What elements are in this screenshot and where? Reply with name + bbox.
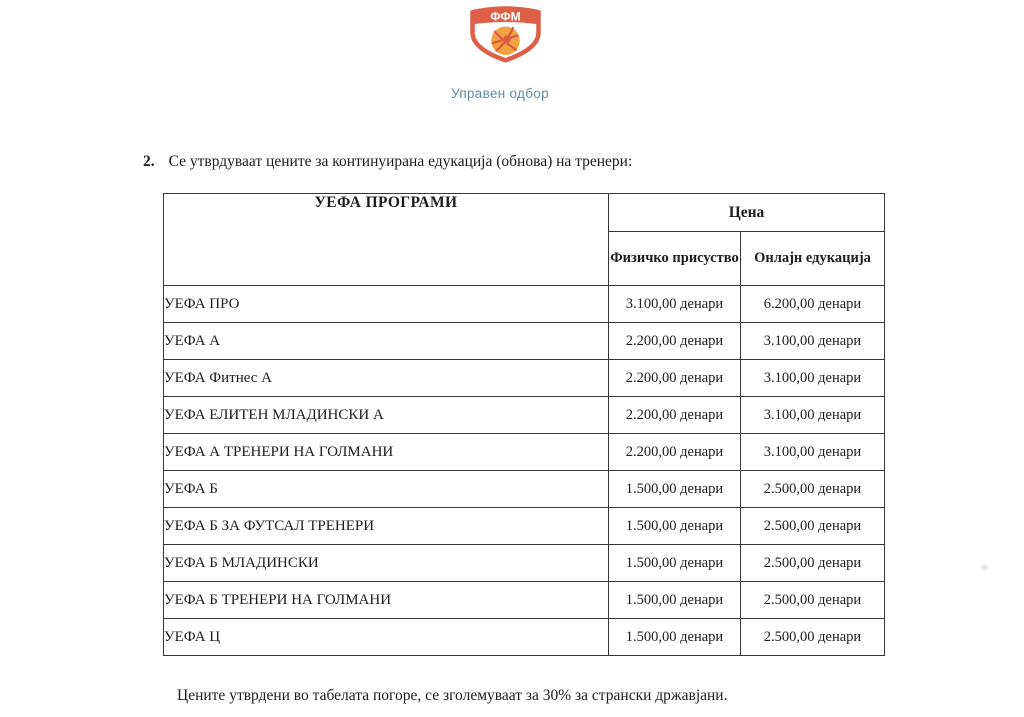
crest-ball-center (503, 36, 511, 44)
physical-presence-header: Физичко присуство (609, 232, 741, 286)
programs-column-header: УЕФА ПРОГРАМИ (164, 194, 609, 286)
table-header-row-1 (164, 194, 885, 232)
program-cell: УЕФА Б МЛАДИНСКИ (164, 545, 609, 582)
physical-price-cell: 2.200,00 денари (609, 360, 741, 397)
table-row (164, 360, 885, 397)
table-row (164, 323, 885, 360)
table-row (164, 434, 885, 471)
online-price-cell: 2.500,00 денари (741, 545, 885, 582)
federation-crest-icon (468, 5, 543, 63)
physical-price-cell: 2.200,00 денари (609, 434, 741, 471)
program-cell: УЕФА А ТРЕНЕРИ НА ГОЛМАНИ (164, 434, 609, 471)
table-row (164, 471, 885, 508)
physical-price-cell: 1.500,00 денари (609, 508, 741, 545)
physical-price-cell: 3.100,00 денари (609, 286, 741, 323)
online-price-cell: 3.100,00 денари (741, 360, 885, 397)
price-column-header: Цена (609, 194, 885, 232)
table-row (164, 508, 885, 545)
table-row (164, 286, 885, 323)
footer-note: Цените утврдени во табелата погоре, се зголемуваат за 30% за странски државјани. (177, 687, 728, 704)
physical-price-cell: 1.500,00 денари (609, 582, 741, 619)
online-price-cell: 6.200,00 денари (741, 286, 885, 323)
online-price-cell: 3.100,00 денари (741, 323, 885, 360)
table-row (164, 545, 885, 582)
item-number: 2. (143, 153, 155, 170)
online-price-cell: 3.100,00 денари (741, 434, 885, 471)
board-label: Управен одбор (451, 86, 549, 101)
online-price-cell: 2.500,00 денари (741, 619, 885, 656)
intro-line (143, 152, 883, 171)
physical-price-cell: 1.500,00 денари (609, 545, 741, 582)
program-cell: УЕФА Фитнес А (164, 360, 609, 397)
scan-artifact (981, 565, 988, 570)
program-cell: УЕФА А (164, 323, 609, 360)
physical-price-cell: 2.200,00 денари (609, 323, 741, 360)
online-price-cell: 2.500,00 денари (741, 471, 885, 508)
online-education-header: Онлајн едукација (741, 232, 885, 286)
physical-price-cell: 1.500,00 денари (609, 471, 741, 508)
online-price-cell: 2.500,00 денари (741, 508, 885, 545)
intro-text: Се утврдуваат цените за континуирана едукација (обнова) на тренери: (168, 153, 633, 170)
program-cell: УЕФА Б ТРЕНЕРИ НА ГОЛМАНИ (164, 582, 609, 619)
table-row (164, 619, 885, 656)
program-cell: УЕФА ПРО (164, 286, 609, 323)
online-price-cell: 3.100,00 денари (741, 397, 885, 434)
prices-table (163, 193, 885, 656)
table-row (164, 582, 885, 619)
physical-price-cell: 1.500,00 денари (609, 619, 741, 656)
program-cell: УЕФА Б (164, 471, 609, 508)
crest-abbr: ФФМ (490, 9, 521, 24)
program-cell: УЕФА Б ЗА ФУТСАЛ ТРЕНЕРИ (164, 508, 609, 545)
program-cell: УЕФА ЕЛИТЕН МЛАДИНСКИ А (164, 397, 609, 434)
table-row (164, 397, 885, 434)
physical-price-cell: 2.200,00 денари (609, 397, 741, 434)
program-cell: УЕФА Ц (164, 619, 609, 656)
online-price-cell: 2.500,00 денари (741, 582, 885, 619)
